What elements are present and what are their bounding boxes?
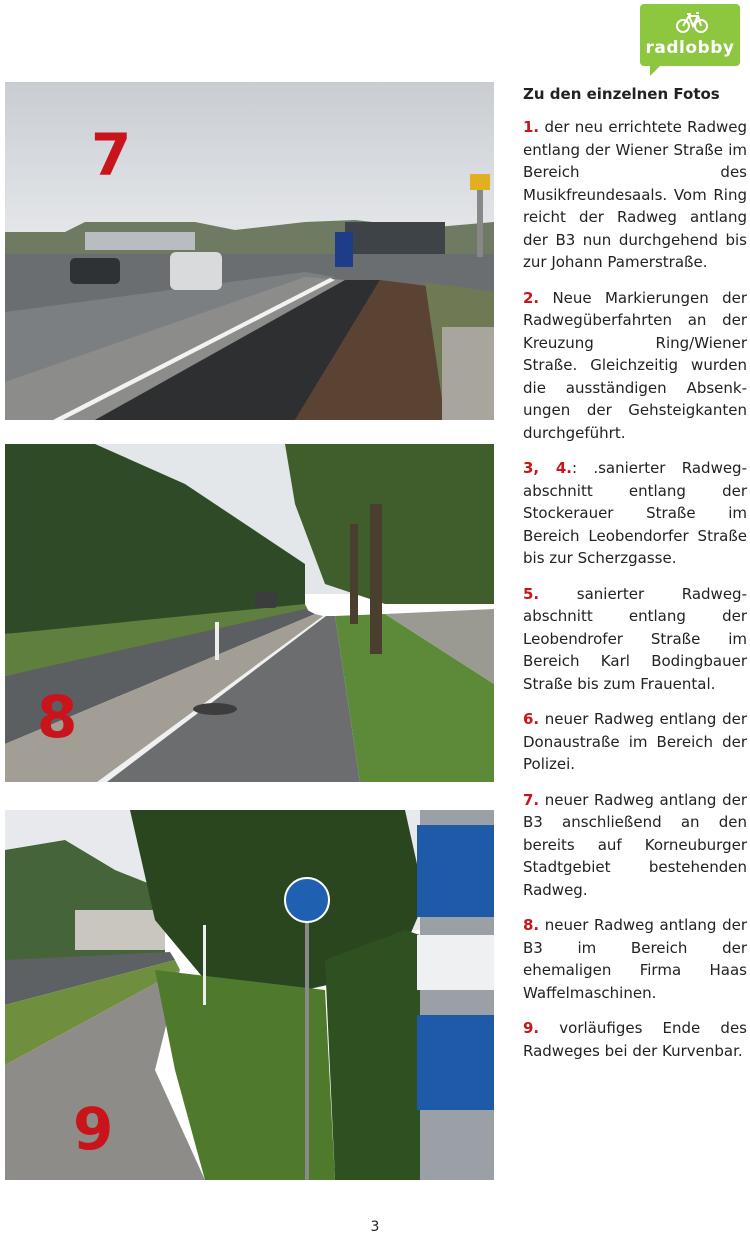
photo-descriptions [523, 84, 747, 1075]
photo-7 [5, 82, 494, 420]
description-item: 5. sanierter Radweg-abschnitt entlang der Leobendrofer Straße im Bereich Karl Bodingbauer Straße bis zum Frauental. [523, 584, 747, 693]
description-item: 1. der neu errichtete Radweg entlang der Wiener Straße im Bereich des Musikfreundesaals. Vom Ring reicht der Radweg antlang der B3 nun durchgehend bis zur Johann Pamerstraße. [523, 118, 747, 271]
description-item: 7. neuer Radweg antlang der B3 anschließend an den bereits auf Korneuburger Stadtgebiet bestehenden Radweg. [523, 790, 747, 899]
description-item: 8. neuer Radweg antlang der B3 im Bereich der ehemaligen Firma Haas Waffelmaschinen. [523, 916, 747, 1002]
description-item: 6. neuer Radweg entlang der Donaustraße im Bereich der Polizei. [523, 710, 747, 773]
photo-9 [5, 810, 494, 1180]
page-number: 3 [370, 1219, 380, 1235]
logo-speech-tail [650, 64, 662, 76]
photo-8 [5, 444, 494, 782]
description-item: 3, 4.: .sanierter Radweg-abschnitt entlang der Stockerauer Straße im Bereich Leobendorfer Straße bis zur Scherzgasse. [523, 459, 747, 567]
bicycle-icon [676, 12, 708, 34]
description-item: 2. Neue Markierungen der Radwegüberfahrten an der Kreuzung Ring/Wiener Straße. Gleichzeitig wurden die ausständigen Absenk-ungen der Gehsteigkanten durchgeführt. [523, 288, 747, 442]
radlobby-logo [640, 4, 744, 76]
description-item: 9. vorläufiges Ende des Radweges bei der Kurvenbar. [523, 1019, 747, 1060]
photo-number-7: 7 [91, 121, 132, 189]
photo-number-9: 9 [73, 1095, 114, 1163]
logo-wordmark: radlobby [645, 38, 735, 58]
section-heading: Zu den einzelnen Fotos [523, 85, 720, 103]
photo-number-8: 8 [37, 683, 78, 751]
